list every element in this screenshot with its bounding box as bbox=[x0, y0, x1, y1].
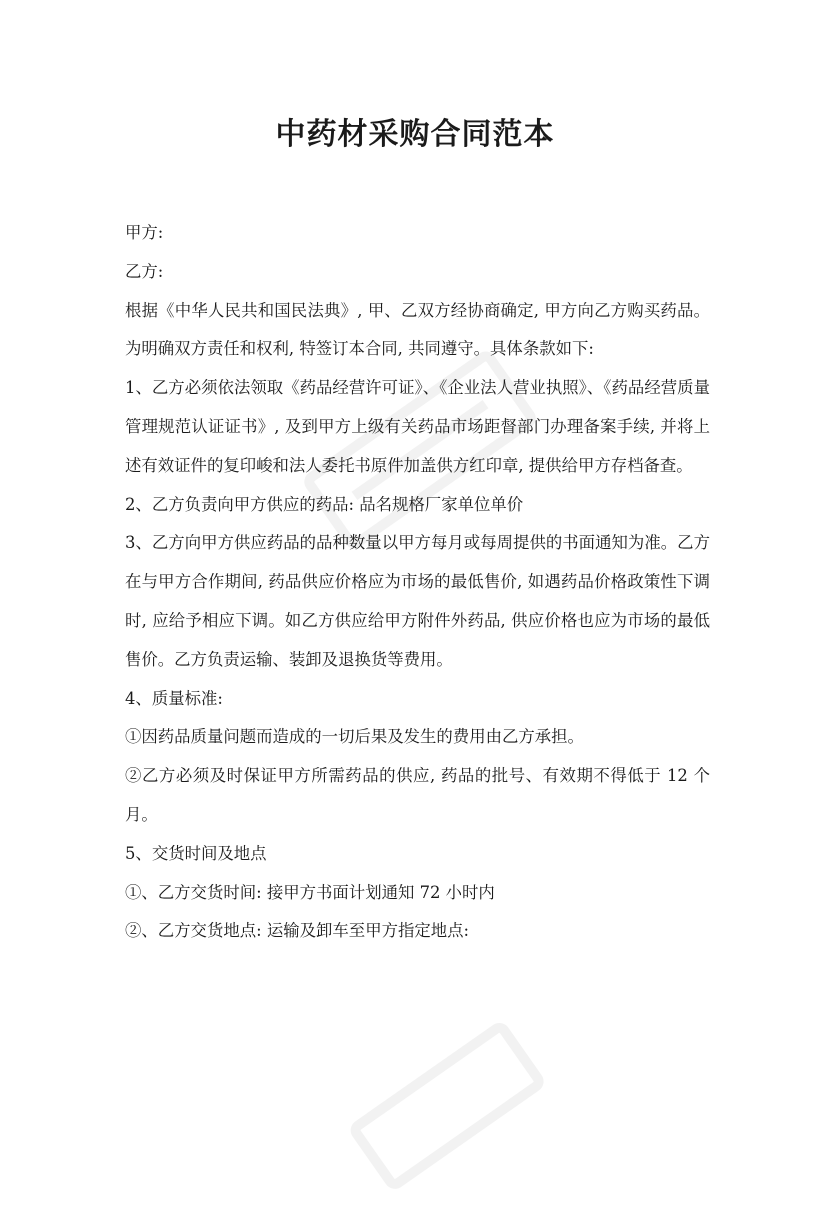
clause-4-item-1: ①因药品质量问题而造成的一切后果及发生的费用由乙方承担。 bbox=[125, 727, 584, 747]
clause-5-item-2: ②、乙方交货地点: 运输及卸车至甲方指定地点: bbox=[125, 921, 470, 941]
clause-4-item-2: ②乙方必须及时保证甲方所需药品的供应, 药品的批号、有效期不得低于 12 个月。 bbox=[125, 766, 710, 824]
document-title: 中药材采购合同范本 bbox=[275, 117, 555, 152]
clause-2: 2、乙方负责向甲方供应的药品: 品名规格厂家单位单价 bbox=[125, 494, 524, 514]
preamble-paragraph: 根据《中华人民共和国民法典》, 甲、乙双方经协商确定, 甲方向乙方购买药品。为明确双方责任和权利, 特签订本合同, 共同遵守。具体条款如下: bbox=[125, 300, 710, 359]
party-a-line: 甲方: bbox=[125, 223, 164, 242]
clause-4-heading: 4、质量标准: bbox=[125, 688, 223, 708]
clause-5-item-1: ①、乙方交货时间: 接甲方书面计划通知 72 小时内 bbox=[125, 882, 495, 902]
party-b-line: 乙方: bbox=[125, 261, 164, 281]
clause-1: 1、乙方必须依法领取《药品经营许可证》、《企业法人营业执照》、《药品经营质量管理规范认证证书》, 及到甲方上级有关药品市场距督部门办理备案手续, 并将上述有效证件的复印峻和法人委托书原件加盖供方红印章, 提供给甲方存档备查。 bbox=[125, 378, 710, 475]
watermark-stamp-bottom bbox=[330, 1010, 570, 1210]
document-body bbox=[125, 214, 710, 951]
clause-5-heading: 5、交货时间及地点 bbox=[125, 843, 267, 863]
clause-3: 3、乙方向甲方供应药品的品种数量以甲方每月或每周提供的书面通知为准。乙方在与甲方合作期间, 药品供应价格应为市场的最低售价, 如遇药品价格政策性下调时, 应给予相应下调。如乙方供应给甲方附件外药品, 供应价格也应为市场的最低售价。乙方负责运输、装卸及退换货等费用。 bbox=[125, 533, 710, 669]
